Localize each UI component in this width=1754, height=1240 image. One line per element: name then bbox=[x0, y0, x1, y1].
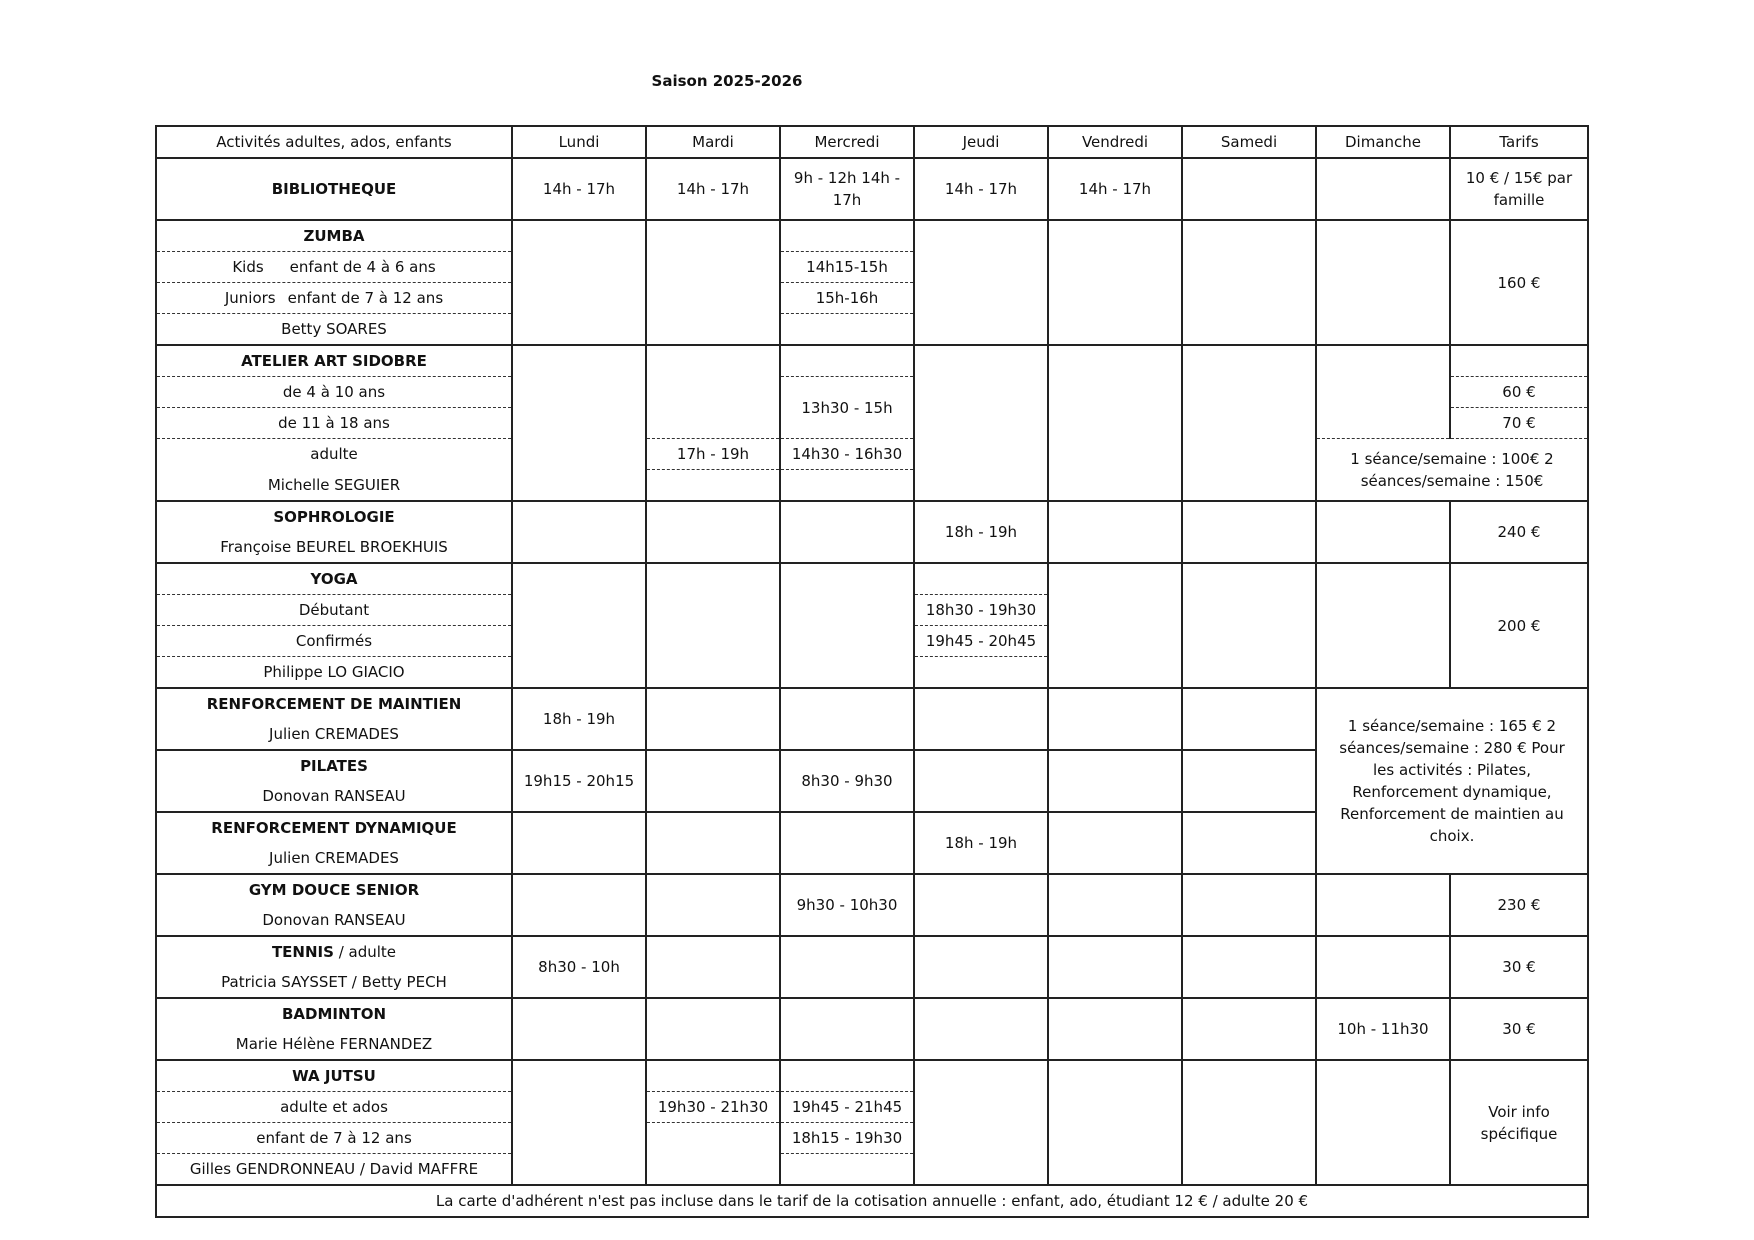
tarif-cell: 230 € bbox=[1450, 874, 1588, 936]
empty-cell bbox=[1316, 936, 1450, 998]
header-vendredi: Vendredi bbox=[1048, 126, 1182, 158]
group-label: Débutant bbox=[156, 595, 512, 626]
group-name: Juniors bbox=[224, 289, 276, 307]
group-label bbox=[156, 283, 512, 314]
empty-cell bbox=[512, 563, 646, 688]
empty-cell bbox=[646, 1123, 780, 1186]
schedule-table bbox=[155, 125, 1589, 1218]
activity-name: SOPHROLOGIE bbox=[156, 501, 512, 532]
empty-cell bbox=[1316, 1060, 1450, 1185]
empty-cell bbox=[780, 563, 914, 688]
schedule-cell: 18h - 19h bbox=[914, 812, 1048, 874]
empty-cell bbox=[1316, 501, 1450, 563]
activity-name: BADMINTON bbox=[156, 998, 512, 1029]
empty-cell bbox=[914, 688, 1048, 750]
empty-cell bbox=[646, 812, 780, 874]
schedule-cell: 14h30 - 16h30 bbox=[780, 439, 914, 470]
instructor-name: Gilles GENDRONNEAU / David MAFFRE bbox=[156, 1154, 512, 1186]
schedule-cell: 19h30 - 21h30 bbox=[646, 1092, 780, 1123]
empty-cell bbox=[780, 1154, 914, 1186]
schedule-cell: 10h - 11h30 bbox=[1316, 998, 1450, 1060]
group-label: de 11 à 18 ans bbox=[156, 408, 512, 439]
instructor-name: Donovan RANSEAU bbox=[156, 905, 512, 936]
schedule-cell: 9h30 - 10h30 bbox=[780, 874, 914, 936]
schedule-cell: 19h45 - 21h45 bbox=[780, 1092, 914, 1123]
group-label: adulte et ados bbox=[156, 1092, 512, 1123]
tarif-cell: 160 € bbox=[1450, 220, 1588, 345]
empty-cell bbox=[1048, 750, 1182, 812]
header-activities: Activités adultes, ados, enfants bbox=[156, 126, 512, 158]
empty-cell bbox=[780, 812, 914, 874]
empty-cell bbox=[1182, 750, 1316, 812]
empty-cell bbox=[914, 657, 1048, 689]
tarif-cell: 30 € bbox=[1450, 998, 1588, 1060]
group-age: enfant de 7 à 12 ans bbox=[287, 289, 444, 307]
empty-cell bbox=[1316, 345, 1450, 439]
empty-cell bbox=[914, 936, 1048, 998]
schedule-cell: 14h - 17h bbox=[914, 158, 1048, 220]
instructor-name: Michelle SEGUIER bbox=[156, 470, 512, 502]
empty-cell bbox=[914, 1060, 1048, 1185]
instructor-name: Marie Hélène FERNANDEZ bbox=[156, 1029, 512, 1060]
activity-title: TENNIS bbox=[271, 943, 334, 961]
empty-cell bbox=[1182, 345, 1316, 501]
group-label bbox=[156, 252, 512, 283]
empty-cell bbox=[1048, 874, 1182, 936]
empty-cell bbox=[914, 563, 1048, 595]
group-age: enfant de 4 à 6 ans bbox=[289, 258, 436, 276]
instructor-name: Julien CREMADES bbox=[156, 843, 512, 874]
empty-cell bbox=[646, 501, 780, 563]
schedule-cell: 17h - 19h bbox=[646, 439, 780, 470]
empty-cell bbox=[780, 470, 914, 502]
schedule-cell: 18h15 - 19h30 bbox=[780, 1123, 914, 1154]
instructor-name: Philippe LO GIACIO bbox=[156, 657, 512, 689]
activity-name: BIBLIOTHEQUE bbox=[156, 158, 512, 220]
page-title: Saison 2025-2026 bbox=[651, 72, 803, 90]
empty-cell bbox=[1048, 936, 1182, 998]
footer-note: La carte d'adhérent n'est pas incluse dans le tarif de la cotisation annuelle : enfant, ado, étudiant 12 € / adulte 20 € bbox=[156, 1185, 1588, 1217]
empty-cell bbox=[914, 874, 1048, 936]
header-mardi: Mardi bbox=[646, 126, 780, 158]
schedule-cell: 19h15 - 20h15 bbox=[512, 750, 646, 812]
empty-cell bbox=[780, 688, 914, 750]
empty-cell bbox=[780, 314, 914, 346]
activity-name: WA JUTSU bbox=[156, 1060, 512, 1092]
empty-cell bbox=[1048, 1060, 1182, 1185]
activity-name: YOGA bbox=[156, 563, 512, 595]
activity-name: GYM DOUCE SENIOR bbox=[156, 874, 512, 905]
empty-cell bbox=[1182, 998, 1316, 1060]
schedule-cell: 18h - 19h bbox=[512, 688, 646, 750]
empty-cell bbox=[512, 874, 646, 936]
empty-cell bbox=[512, 812, 646, 874]
instructor-name: Julien CREMADES bbox=[156, 719, 512, 750]
empty-cell bbox=[1182, 936, 1316, 998]
empty-cell bbox=[1048, 501, 1182, 563]
schedule-cell: 14h15-15h bbox=[780, 252, 914, 283]
activity-suffix: / adulte bbox=[333, 943, 397, 961]
empty-cell bbox=[646, 220, 780, 345]
schedule-cell: 19h45 - 20h45 bbox=[914, 626, 1048, 657]
empty-cell bbox=[1182, 874, 1316, 936]
empty-cell bbox=[1048, 688, 1182, 750]
empty-cell bbox=[1048, 812, 1182, 874]
activity-name: RENFORCEMENT DYNAMIQUE bbox=[156, 812, 512, 843]
empty-cell bbox=[1182, 220, 1316, 345]
empty-cell bbox=[1048, 998, 1182, 1060]
activity-name: PILATES bbox=[156, 750, 512, 781]
empty-cell bbox=[646, 1060, 780, 1092]
empty-cell bbox=[1182, 563, 1316, 688]
empty-cell bbox=[646, 688, 780, 750]
schedule-cell: 14h - 17h bbox=[1048, 158, 1182, 220]
activity-name: ZUMBA bbox=[156, 220, 512, 252]
instructor-name: Betty SOARES bbox=[156, 314, 512, 346]
empty-cell bbox=[780, 998, 914, 1060]
group-label: adulte bbox=[156, 439, 512, 470]
tarif-cell: 10 € / 15€ par famille bbox=[1450, 158, 1588, 220]
empty-cell bbox=[512, 998, 646, 1060]
tarif-cell: 70 € bbox=[1450, 408, 1588, 439]
empty-cell bbox=[646, 563, 780, 688]
empty-cell bbox=[780, 220, 914, 252]
empty-cell bbox=[780, 1060, 914, 1092]
empty-cell bbox=[1316, 563, 1450, 688]
empty-cell bbox=[1182, 158, 1316, 220]
header-mercredi: Mercredi bbox=[780, 126, 914, 158]
activity-name: ATELIER ART SIDOBRE bbox=[156, 345, 512, 377]
tarif-cell: 1 séance/semaine : 100€ 2 séances/semaine : 150€ bbox=[1316, 439, 1588, 502]
empty-cell bbox=[780, 936, 914, 998]
empty-cell bbox=[512, 345, 646, 501]
activity-name bbox=[156, 936, 512, 967]
instructor-name: Patricia SAYSSET / Betty PECH bbox=[156, 967, 512, 998]
empty-cell bbox=[1182, 1060, 1316, 1185]
empty-cell bbox=[1182, 812, 1316, 874]
tarif-cell: 60 € bbox=[1450, 377, 1588, 408]
schedule-cell: 9h - 12h 14h - 17h bbox=[780, 158, 914, 220]
tarif-cell: 30 € bbox=[1450, 936, 1588, 998]
header-row bbox=[156, 126, 1588, 158]
bibliotheque-row bbox=[156, 158, 1588, 220]
schedule-cell: 18h - 19h bbox=[914, 501, 1048, 563]
group-label: de 4 à 10 ans bbox=[156, 377, 512, 408]
empty-cell bbox=[1048, 345, 1182, 501]
schedule-cell: 14h - 17h bbox=[512, 158, 646, 220]
empty-cell bbox=[646, 345, 780, 439]
schedule-cell: 8h30 - 10h bbox=[512, 936, 646, 998]
header-dimanche: Dimanche bbox=[1316, 126, 1450, 158]
header-samedi: Samedi bbox=[1182, 126, 1316, 158]
empty-cell bbox=[1316, 158, 1450, 220]
header-tarifs: Tarifs bbox=[1450, 126, 1588, 158]
tarif-cell: 200 € bbox=[1450, 563, 1588, 688]
empty-cell bbox=[512, 501, 646, 563]
empty-cell bbox=[1316, 874, 1450, 936]
empty-cell bbox=[646, 470, 780, 502]
instructor-name: Donovan RANSEAU bbox=[156, 781, 512, 812]
empty-cell bbox=[914, 220, 1048, 345]
schedule-cell: 14h - 17h bbox=[646, 158, 780, 220]
empty-cell bbox=[646, 936, 780, 998]
empty-cell bbox=[1048, 220, 1182, 345]
tarif-cell: Voir info spécifique bbox=[1450, 1060, 1588, 1185]
empty-cell bbox=[914, 345, 1048, 501]
instructor-name: Françoise BEUREL BROEKHUIS bbox=[156, 532, 512, 563]
group-name: Kids bbox=[232, 258, 264, 276]
empty-cell bbox=[1316, 220, 1450, 345]
empty-cell bbox=[1182, 688, 1316, 750]
empty-cell bbox=[780, 345, 914, 377]
schedule-cell: 8h30 - 9h30 bbox=[780, 750, 914, 812]
tarif-cell: 240 € bbox=[1450, 501, 1588, 563]
activity-name: RENFORCEMENT DE MAINTIEN bbox=[156, 688, 512, 719]
empty-cell bbox=[780, 501, 914, 563]
empty-cell bbox=[914, 750, 1048, 812]
shared-tarif-cell: 1 séance/semaine : 165 € 2 séances/semaine : 280 € Pour les activités : Pilates, Renforcement dynamique, Renforcement de maintien au choix. bbox=[1316, 688, 1588, 874]
header-jeudi: Jeudi bbox=[914, 126, 1048, 158]
header-lundi: Lundi bbox=[512, 126, 646, 158]
group-label: Confirmés bbox=[156, 626, 512, 657]
empty-cell bbox=[512, 220, 646, 345]
schedule-cell: 18h30 - 19h30 bbox=[914, 595, 1048, 626]
group-label: enfant de 7 à 12 ans bbox=[156, 1123, 512, 1154]
empty-cell bbox=[646, 750, 780, 812]
empty-cell bbox=[1182, 501, 1316, 563]
schedule-cell: 13h30 - 15h bbox=[780, 377, 914, 439]
schedule-cell: 15h-16h bbox=[780, 283, 914, 314]
empty-cell bbox=[512, 1060, 646, 1185]
empty-cell bbox=[914, 998, 1048, 1060]
empty-cell bbox=[1048, 563, 1182, 688]
empty-cell bbox=[646, 874, 780, 936]
empty-cell bbox=[646, 998, 780, 1060]
empty-cell bbox=[1450, 345, 1588, 377]
